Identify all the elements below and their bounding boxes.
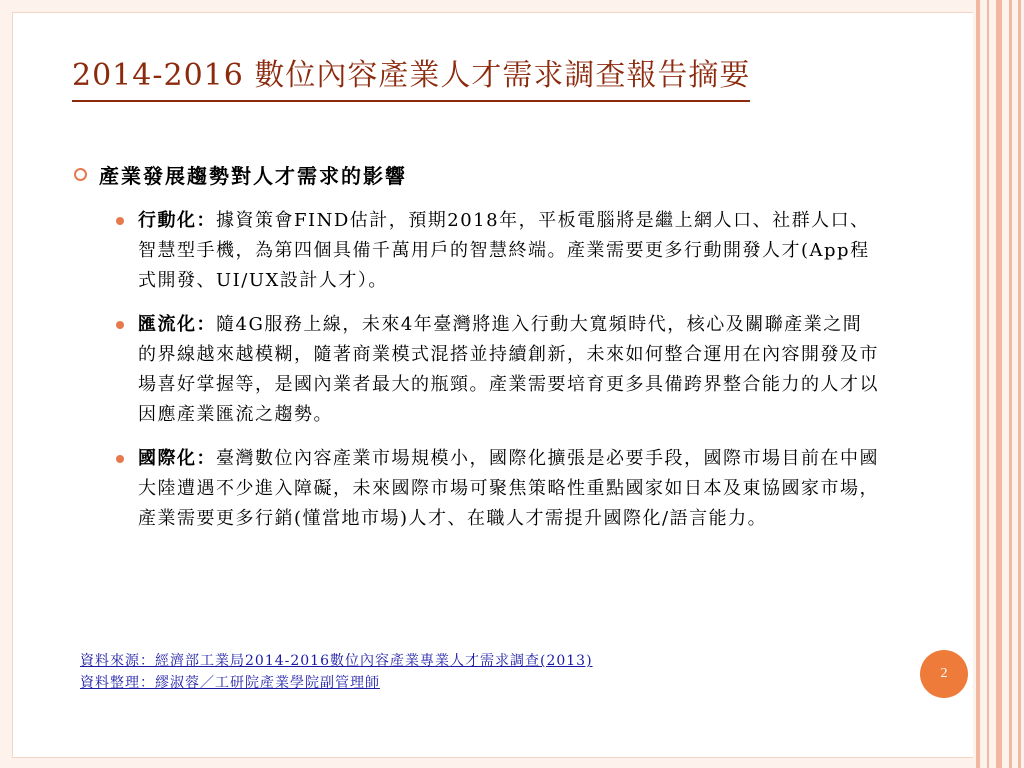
source-link[interactable]: 資料來源：經濟部工業局2014-2016數位內容產業專業人才需求調查(2013) (80, 653, 593, 669)
page-number-badge (920, 650, 968, 698)
bullet-dot-icon (116, 455, 124, 463)
decorative-stripe (976, 0, 980, 768)
bullet-list (110, 206, 880, 548)
page-number: 2 (940, 666, 948, 681)
bullet-item-mobile (110, 206, 880, 296)
section-heading-text: 產業發展趨勢對人才需求的影響 (99, 164, 407, 188)
bullet-label: 行動化： (138, 210, 216, 231)
bullet-label: 國際化： (138, 448, 216, 469)
decorative-stripe (996, 0, 1002, 768)
bullet-item-convergence (110, 310, 880, 430)
decorative-stripe (987, 0, 989, 768)
decorative-stripe (1009, 0, 1012, 768)
bullet-label: 匯流化： (138, 314, 216, 335)
source-notes (80, 650, 593, 694)
ring-bullet-icon (74, 168, 87, 181)
bullet-dot-icon (116, 321, 124, 329)
bullet-item-internationalization (110, 444, 880, 534)
bullet-dot-icon (116, 217, 124, 225)
section-heading (74, 160, 407, 189)
bullet-text: 隨4G服務上線，未來4年臺灣將進入行動大寬頻時代，核心及關聯產業之間的界線越來越模糊，隨著商業模式混搭並持續創新，未來如何整合運用在內容開發及市場喜好掌握等，是國內業者最大的瓶頸。產業需要培育更多具備跨界整合能力的人才以因應產業匯流之趨勢。 (138, 314, 879, 425)
slide-title: 2014-2016 數位內容產業人才需求調查報告摘要 (72, 56, 750, 102)
bullet-text: 據資策會FIND估計，預期2018年，平板電腦將是繼上網人口、社群人口、智慧型手機，為第四個具備千萬用戶的智慧終端。產業需要更多行動開發人才(App程式開發、UI/UX設計人才）。 (138, 210, 870, 291)
bullet-text: 臺灣數位內容產業市場規模小，國際化擴張是必要手段，國際市場目前在中國大陸遭遇不少進入障礙，未來國際市場可聚焦策略性重點國家如日本及東協國家市場，產業需要更多行銷(懂當地市場)人才、在職人才需提升國際化/語言能力。 (138, 448, 879, 529)
compiler-link[interactable]: 資料整理：繆淑蓉／工研院產業學院副管理師 (80, 675, 380, 691)
decorative-stripe (1018, 0, 1021, 768)
